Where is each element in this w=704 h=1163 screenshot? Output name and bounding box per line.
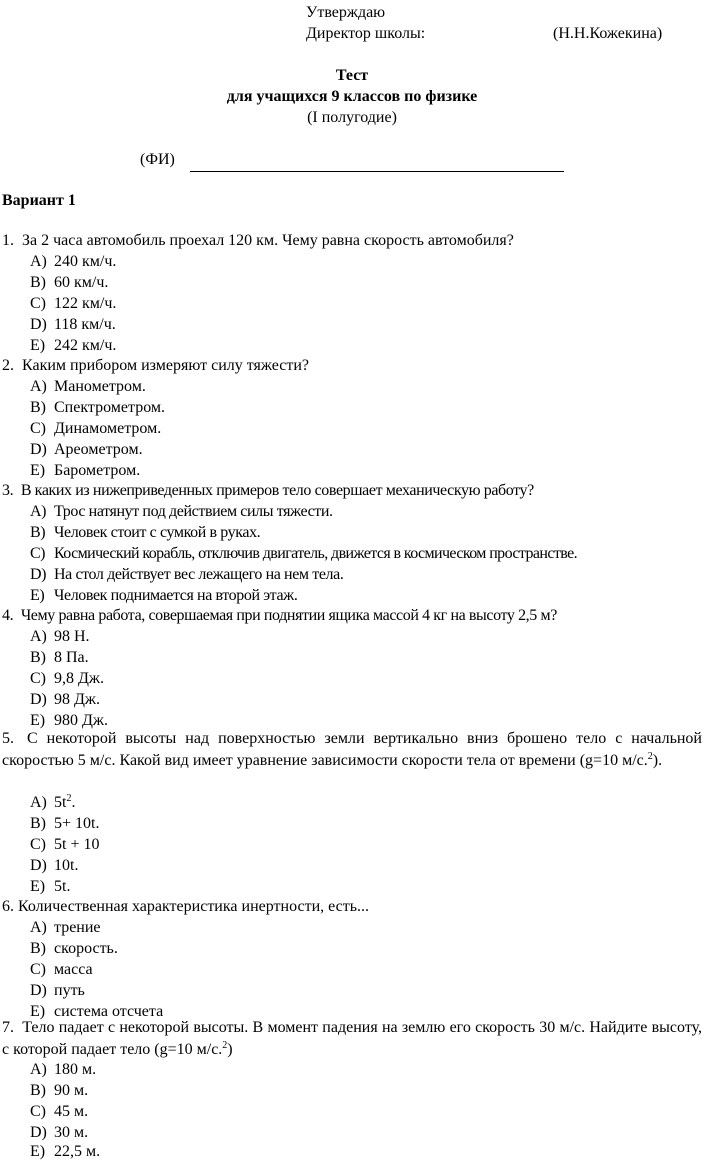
option-5c: C) 5t + 10: [30, 836, 100, 853]
option-2b: B) Спектрометром.: [30, 399, 166, 416]
option-3e: E) Человек поднимается на второй этаж.: [30, 587, 298, 604]
question-text: В каких из нижеприведенных примеров тело совершает механическую работу?: [20, 482, 534, 499]
question-number: 1.: [2, 232, 14, 249]
option-5d: D) 10t.: [30, 857, 79, 874]
option-1a: A) 240 км/ч.: [30, 253, 117, 270]
superscript: 2: [647, 751, 653, 762]
option-7d: D) 30 м.: [30, 1124, 89, 1141]
option-6b: B) скорость.: [30, 940, 118, 957]
option-2e: E) Барометром.: [30, 462, 141, 479]
option-2c: C) Динамометром.: [30, 420, 162, 437]
option-3a: A) Трос натянут под действием силы тяжести.: [30, 503, 333, 520]
director-name: (Н.Н.Кожекина): [553, 25, 663, 42]
option-3b: B) Человек стоит с сумкой в руках.: [30, 524, 261, 541]
question-number: 4.: [2, 607, 14, 624]
question-2: [2, 355, 702, 376]
test-semester: (I полугодие): [307, 109, 397, 126]
question-text: Количественная характеристика инертности, есть...: [18, 898, 370, 915]
director-label: Директор школы:: [306, 25, 426, 42]
test-title: Тест: [335, 67, 369, 84]
question-3: [2, 480, 702, 501]
option-1b: B) 60 км/ч.: [30, 274, 109, 291]
name-field-label: (ФИ): [140, 151, 175, 168]
question-text: Тело падает с некоторой высоты. В момент падения на землю его скорость 30 м/с. Найдите высоту, с которой падает тело (g=10 м/с.: [2, 1019, 702, 1058]
option-1c: C) 122 км/ч.: [30, 295, 117, 312]
question-5: 5. С некоторой высоты над поверхностью земли вертикально вниз брошено тело с начальной скоростью 5 м/с. Какой вид имеет уравнение зависимости скорости тела от времени (g=10 м/с.$^2$).: [2, 730, 702, 769]
question-4: [2, 605, 702, 626]
option-2d: D) Ареометром.: [30, 441, 143, 458]
option-3d: D) На стол действует вес лежащего на нем тела.: [30, 566, 344, 583]
option-5b: B) 5+ 10t.: [30, 815, 100, 832]
approval-heading: Утверждаю: [306, 4, 386, 21]
option-1e: E) 242 км/ч.: [30, 337, 117, 354]
option-6a: A) трение: [30, 919, 101, 936]
option-7e: E) 22,5 м.: [30, 1143, 101, 1160]
option-2a: A) Манометром.: [30, 378, 146, 395]
question-number: 7.: [2, 1019, 14, 1036]
question-number: 5.: [2, 730, 14, 747]
option-6e: E) система отсчета: [30, 1003, 164, 1020]
question-text: С некоторой высоты над поверхностью земли вертикально вниз брошено тело с начальной скоростью 5 м/с. Какой вид имеет уравнение зависимости скорости тела от времени (g=10 м/с.: [2, 730, 702, 769]
question-6: [2, 896, 702, 917]
option-5e: E) 5t.: [30, 878, 71, 895]
option-4c: C) 9,8 Дж.: [30, 670, 104, 687]
option-7b: B) 90 м.: [30, 1082, 89, 1099]
option-5a: A) $5t^2$.: [30, 793, 76, 811]
question-number: 2.: [2, 357, 14, 374]
question-number: 3.: [2, 482, 14, 499]
superscript: 2: [222, 1040, 228, 1051]
question-text: За 2 часа автомобиль проехал 120 км. Чему равна скорость автомобиля?: [22, 232, 514, 249]
option-4b: B) 8 Па.: [30, 649, 89, 666]
variant-heading: Вариант 1: [2, 192, 76, 209]
option-4d: D) 98 Дж.: [30, 691, 100, 708]
option-6d: D) путь: [30, 982, 85, 999]
option-4a: A) 98 Н.: [30, 628, 90, 645]
option-7c: C) 45 м.: [30, 1103, 89, 1120]
name-field-line: [190, 171, 564, 172]
question-text: Каким прибором измеряют силу тяжести?: [22, 357, 309, 374]
question-1: [2, 230, 702, 251]
question-7: 7. Тело падает с некоторой высоты. В момент падения на землю его скорость 30 м/с. Найдите высоту, с которой падает тело (g=10 м/с.$^2$): [2, 1019, 702, 1058]
question-number: 6.: [2, 898, 14, 915]
test-subtitle: для учащихся 9 классов по физике: [226, 88, 478, 105]
option-7a: A) 180 м.: [30, 1061, 97, 1078]
option-3c: C) Космический корабль, отключив двигатель, движется в космическом пространстве.: [30, 545, 577, 562]
option-1d: D) 118 км/ч.: [30, 316, 116, 333]
option-6c: C) масса: [30, 961, 93, 978]
option-4e: E) 980 Дж.: [30, 712, 108, 729]
question-text: Чему равна работа, совершаемая при поднятии ящика массой 4 кг на высоту 2,5 м?: [20, 607, 557, 624]
